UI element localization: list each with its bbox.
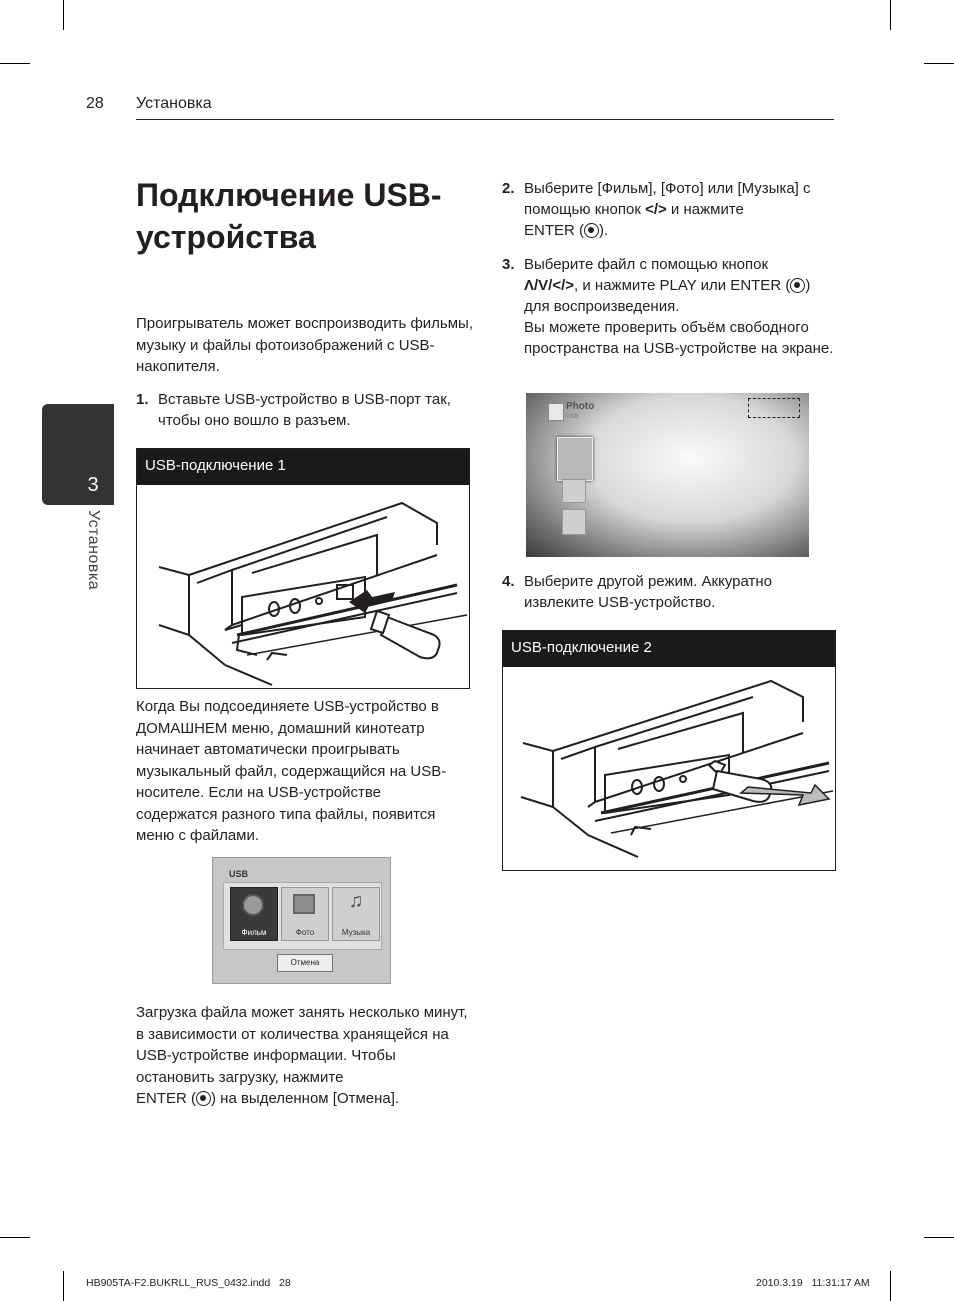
menu-item-photo[interactable]	[281, 887, 329, 941]
chapter-number: 3	[87, 474, 99, 496]
photo-browser-screenshot	[526, 393, 809, 557]
photo-icon	[293, 894, 315, 914]
photo-screen-title: Photo	[566, 401, 595, 412]
step-number: 3.	[502, 256, 515, 273]
photo-folder-icon	[548, 403, 564, 421]
step-text-part: ).	[599, 222, 609, 239]
footer-file-info: HB905TA-F2.BUKRLL_RUS_0432.indd 28	[86, 1277, 291, 1289]
menu-item-label: Музыка	[341, 928, 371, 937]
enter-icon	[584, 223, 599, 238]
usb-connection-figure-2	[502, 630, 836, 871]
loading-enter-text: ENTER (	[136, 1090, 196, 1107]
section-title: Установка	[136, 95, 212, 112]
loading-text: Загрузка файла может занять несколько минут, в зависимости от количества хранящейся на USB-устройстве информации. Чтобы остановить загрузку, нажмите	[136, 1004, 468, 1086]
crop-mark	[0, 1237, 30, 1238]
crop-mark	[924, 63, 954, 64]
usb-remove-illustration	[503, 667, 835, 870]
film-reel-icon	[242, 894, 264, 916]
loading-cancel-text: ) на выделенном [Отмена].	[211, 1090, 400, 1107]
step-text	[524, 178, 832, 241]
step-text-part: Выберите файл с помощью кнопок	[524, 256, 769, 273]
usb-menu-title: USB	[229, 869, 249, 879]
step-text: Вставьте USB-устройство в USB-порт так, чтобы оно вошло в разъем.	[158, 391, 451, 429]
thumbnail-selected[interactable]	[557, 437, 593, 481]
step-text-part: и нажмите	[666, 201, 744, 218]
arrow-keys: </>	[645, 201, 667, 218]
crop-mark	[924, 1237, 954, 1238]
home-menu-paragraph: Когда Вы подсоединяете USB-устройство в ДОМАШНЕМ меню, домашний кинотеатр начинает автоматически проигрывать музыкальный файл, содержащийся на USB-носителе. Если на USB-устройстве содержатся разного типа файлы, появится меню с файлами.	[136, 698, 447, 844]
enter-icon	[196, 1091, 211, 1106]
menu-item-label: Фото	[295, 928, 315, 937]
free-space-indicator	[748, 398, 800, 418]
usb-menu-screenshot	[212, 857, 391, 984]
step-text-part: , и нажмите PLAY или ENTER (	[574, 277, 791, 294]
step-text-part: Выберите [Фильм], [Фото] или [Музыка] с помощью кнопок	[524, 180, 811, 218]
menu-item-music[interactable]	[332, 887, 380, 941]
step-3	[502, 254, 834, 384]
page-number: 28	[86, 95, 104, 112]
menu-item-label: Фильм	[241, 928, 267, 937]
crop-mark	[890, 1271, 891, 1301]
step-text	[524, 254, 834, 359]
crop-mark	[890, 0, 891, 30]
step-number: 4.	[502, 573, 515, 590]
step-text-part: ENTER (	[524, 222, 584, 239]
usb-connection-figure-1	[136, 448, 470, 689]
photo-screen-subtitle: USB	[566, 414, 579, 420]
usb-insert-illustration	[137, 485, 469, 688]
step-2	[502, 178, 834, 244]
music-note-icon: ♫	[348, 890, 364, 912]
loading-paragraph	[136, 1002, 472, 1110]
step-number: 2.	[502, 180, 515, 197]
page-heading: Подключение USB-устройства	[136, 177, 442, 255]
arrow-keys: Λ/V/</>	[524, 277, 575, 294]
thumbnail[interactable]	[562, 509, 586, 535]
intro-paragraph: Проигрыватель может воспроизводить фильмы, музыку и файлы фотоизображений с USB-накопителя.	[136, 315, 473, 375]
figure-caption: USB-подключение 2	[503, 631, 835, 667]
crop-mark	[63, 0, 64, 30]
footer-date: 2010.3.19 11:31:17 AM	[756, 1277, 870, 1289]
step-text: Выберите другой режим. Аккуратно извлеките USB-устройство.	[524, 573, 772, 611]
figure-caption: USB-подключение 1	[137, 449, 469, 485]
step-number: 1.	[136, 391, 149, 408]
menu-item-movie[interactable]	[230, 887, 278, 941]
crop-mark	[63, 1271, 64, 1301]
step-text-part: Вы можете проверить объём свободного пространства на USB-устройстве на экране.	[524, 319, 834, 357]
step-text-part: )	[805, 277, 811, 294]
chapter-label: Установка	[85, 510, 102, 591]
enter-icon	[790, 278, 805, 293]
header-rule	[136, 119, 834, 120]
crop-mark	[0, 63, 30, 64]
step-text-part: для воспроизведения.	[524, 298, 680, 315]
thumbnail[interactable]	[562, 479, 586, 503]
cancel-button[interactable]: Отмена	[277, 954, 333, 972]
